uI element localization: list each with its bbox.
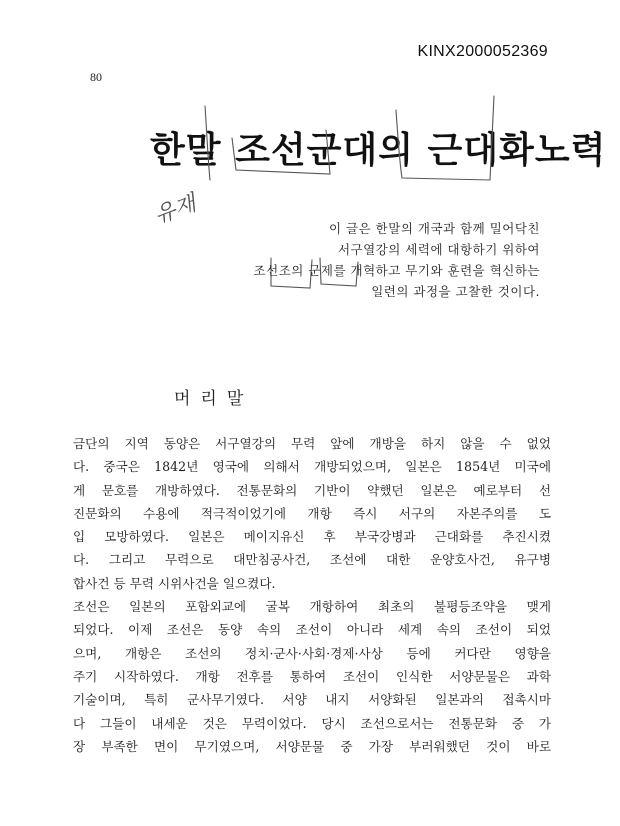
body-line: 다. 중국은 1842년 영국에 의해서 개방되었으며, 일본은 1854년 미국에 bbox=[73, 459, 551, 475]
article-title: 한말 조선군대의 근대화노력 bbox=[150, 130, 607, 171]
body-line: 으며, 개항은 조선의 정치·군사·사회·경제·사상 등에 커다란 영향을 bbox=[73, 645, 551, 661]
body-line: 다. 그리고 무력으로 대만침공사건, 조선에 대한 운양호사건, 유구병 bbox=[73, 552, 551, 568]
abstract-line: 이 글은 한말의 개국과 함께 밀어닥친 bbox=[329, 221, 540, 236]
body-line: 합사건 등 무력 시위사건을 일으켰다. bbox=[73, 575, 276, 591]
body-line: 다 그들이 내세운 것은 무력이었다. 당시 조선으로서는 전통문화 중 가 bbox=[73, 715, 551, 731]
abstract-line: 일련의 과정을 고찰한 것이다. bbox=[371, 284, 540, 299]
body-line: 입 모방하였다. 일본은 메이지유신 후 부국강병과 근대화를 추진시켰 bbox=[73, 529, 551, 545]
body-line: 주기 시작하였다. 개항 전후를 통하여 조선이 인식한 서양문물은 과학 bbox=[73, 668, 551, 684]
body-line: 기술이며, 특히 군사무기였다. 서양 내지 서양화된 일본과의 접촉시마 bbox=[73, 692, 551, 708]
body-text bbox=[73, 432, 551, 758]
page-number: 80 bbox=[90, 70, 102, 84]
document-id: KINX2000052369 bbox=[417, 43, 548, 60]
body-line: 금단의 지역 동양은 서구열강의 무력 앞에 개방을 하지 않을 수 없었 bbox=[73, 436, 551, 451]
handwritten-signature: 유재 bbox=[151, 190, 200, 230]
body-line: 조선은 일본의 포함외교에 굴복 개항하여 최초의 불평등조약을 맺게 bbox=[73, 599, 551, 615]
abstract-line: 조선조의 군제를 개혁하고 무기와 훈련을 혁신하는 bbox=[253, 263, 540, 278]
body-line: 진문화의 수용에 적극적이었기에 개항 즉시 서구의 자본주의를 도 bbox=[73, 505, 551, 521]
section-heading: 머리말 bbox=[174, 389, 254, 409]
abstract-line: 서구열강의 세력에 대항하기 위하여 bbox=[337, 242, 540, 257]
abstract bbox=[160, 218, 540, 302]
body-line: 되었다. 이제 조선은 동양 속의 조선이 아니라 세계 속의 조선이 되었 bbox=[73, 622, 551, 638]
body-line: 장 부족한 면이 무기였으며, 서양문물 중 가장 부러워했던 것이 바로 bbox=[73, 738, 551, 754]
body-line: 게 문호를 개방하였다. 전통문화의 기반이 약했던 일본은 예로부터 선 bbox=[73, 482, 551, 498]
